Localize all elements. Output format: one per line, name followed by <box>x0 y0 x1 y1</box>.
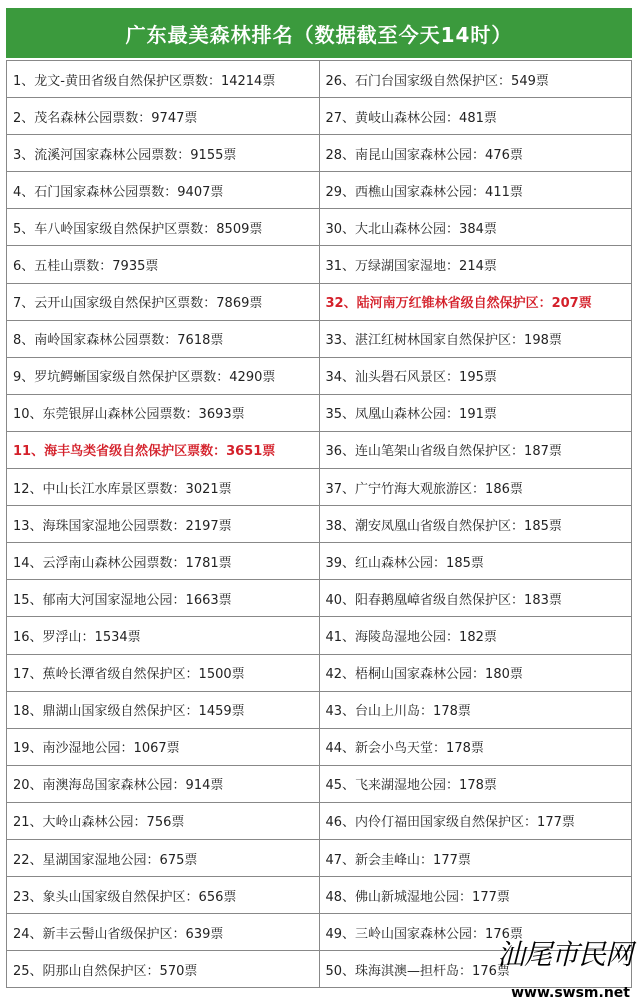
table-row <box>7 617 632 654</box>
table-row <box>7 246 632 283</box>
rank-cell-right: 27、黄岐山森林公园：481票 <box>319 98 632 135</box>
rank-cell-left: 9、罗坑鳄蜥国家级自然保护区票数：4290票 <box>7 357 320 394</box>
table-row <box>7 765 632 802</box>
rank-cell-right: 46、内伶仃福田国家级自然保护区：177票 <box>319 802 632 839</box>
rank-cell-left: 19、南沙湿地公园：1067票 <box>7 728 320 765</box>
rank-cell-left: 6、五桂山票数：7935票 <box>7 246 320 283</box>
rank-cell-right: 50、珠海淇澳—担杆岛：176票 <box>319 951 632 988</box>
rank-cell-left: 24、新丰云髻山省级保护区：639票 <box>7 914 320 951</box>
rank-cell-right: 34、汕头礐石风景区：195票 <box>319 357 632 394</box>
rank-cell-left: 20、南澳海岛国家森林公园：914票 <box>7 765 320 802</box>
table-row <box>7 61 632 98</box>
table-row <box>7 580 632 617</box>
rank-cell-right: 35、凤凰山森林公园：191票 <box>319 394 632 431</box>
table-row <box>7 469 632 506</box>
table-row <box>7 543 632 580</box>
rank-cell-left: 16、罗浮山：1534票 <box>7 617 320 654</box>
rank-cell-right: 48、佛山新城湿地公园：177票 <box>319 877 632 914</box>
rank-cell-right: 36、连山笔架山省级自然保护区：187票 <box>319 431 632 468</box>
rank-cell-left: 21、大岭山森林公园：756票 <box>7 802 320 839</box>
table-row <box>7 877 632 914</box>
watermark-logo <box>486 927 636 1005</box>
table-row <box>7 357 632 394</box>
rank-cell-right: 41、海陵岛湿地公园：182票 <box>319 617 632 654</box>
rank-cell-left: 1、龙文-黄田省级自然保护区票数：14214票 <box>7 61 320 98</box>
rank-cell-left: 10、东莞银屏山森林公园票数：3693票 <box>7 394 320 431</box>
page-title: 广东最美森林排名（数据截至今天14时） <box>6 8 632 58</box>
rank-cell-right: 37、广宁竹海大观旅游区：186票 <box>319 469 632 506</box>
rank-cell-left: 5、车八岭国家级自然保护区票数：8509票 <box>7 209 320 246</box>
rank-cell-left: 23、象头山国家级自然保护区：656票 <box>7 877 320 914</box>
table-row <box>7 839 632 876</box>
rank-cell-left: 22、星湖国家湿地公园：675票 <box>7 839 320 876</box>
rank-cell-right: 47、新会圭峰山：177票 <box>319 839 632 876</box>
rank-cell-right: 42、梧桐山国家森林公园：180票 <box>319 654 632 691</box>
table-row <box>7 172 632 209</box>
rank-cell-right: 44、新会小鸟天堂：178票 <box>319 728 632 765</box>
watermark-text: 汕尾市民网 <box>496 938 632 971</box>
table-row <box>7 691 632 728</box>
table-row <box>7 320 632 357</box>
table-row <box>7 431 632 468</box>
rank-cell-right: 39、红山森林公园：185票 <box>319 543 632 580</box>
rank-cell-right: 31、万绿湖国家湿地：214票 <box>319 246 632 283</box>
table-row <box>7 728 632 765</box>
table-row <box>7 283 632 320</box>
rank-cell-left: 14、云浮南山森林公园票数：1781票 <box>7 543 320 580</box>
rank-cell-right: 26、石门台国家级自然保护区：549票 <box>319 61 632 98</box>
table-row <box>7 654 632 691</box>
watermark-url: www.swsm.net <box>511 985 630 1001</box>
table-row <box>7 394 632 431</box>
table-row <box>7 506 632 543</box>
rank-cell-right: 30、大北山森林公园：384票 <box>319 209 632 246</box>
rank-cell-right: 32、陆河南万红锥林省级自然保护区：207票 <box>319 283 632 320</box>
table-row <box>7 209 632 246</box>
rank-cell-right: 38、潮安凤凰山省级自然保护区：185票 <box>319 506 632 543</box>
rank-cell-right: 40、阳春鹅凰嶂省级自然保护区：183票 <box>319 580 632 617</box>
rank-cell-right: 28、南昆山国家森林公园：476票 <box>319 135 632 172</box>
rank-cell-left: 17、蕉岭长潭省级自然保护区：1500票 <box>7 654 320 691</box>
rank-cell-right: 29、西樵山国家森林公园：411票 <box>319 172 632 209</box>
rank-cell-right: 49、三岭山国家森林公园：176票 <box>319 914 632 951</box>
rank-cell-left: 18、鼎湖山国家级自然保护区：1459票 <box>7 691 320 728</box>
rank-cell-right: 33、湛江红树林国家自然保护区：198票 <box>319 320 632 357</box>
table-row <box>7 135 632 172</box>
rank-cell-right: 43、台山上川岛：178票 <box>319 691 632 728</box>
rank-cell-left: 4、石门国家森林公园票数：9407票 <box>7 172 320 209</box>
rank-cell-right: 45、飞来湖湿地公园：178票 <box>319 765 632 802</box>
rank-cell-left: 8、南岭国家森林公园票数：7618票 <box>7 320 320 357</box>
rank-cell-left: 15、郁南大河国家湿地公园：1663票 <box>7 580 320 617</box>
ranking-table <box>6 60 632 988</box>
table-row <box>7 98 632 135</box>
rank-cell-left: 12、中山长江水库景区票数：3021票 <box>7 469 320 506</box>
table-row <box>7 802 632 839</box>
rank-cell-left: 13、海珠国家湿地公园票数：2197票 <box>7 506 320 543</box>
rank-cell-left: 3、流溪河国家森林公园票数：9155票 <box>7 135 320 172</box>
rank-cell-left: 7、云开山国家级自然保护区票数：7869票 <box>7 283 320 320</box>
rank-cell-left: 2、茂名森林公园票数：9747票 <box>7 98 320 135</box>
rank-cell-left: 11、海丰鸟类省级自然保护区票数：3651票 <box>7 431 320 468</box>
rank-cell-left: 25、阴那山自然保护区：570票 <box>7 951 320 988</box>
